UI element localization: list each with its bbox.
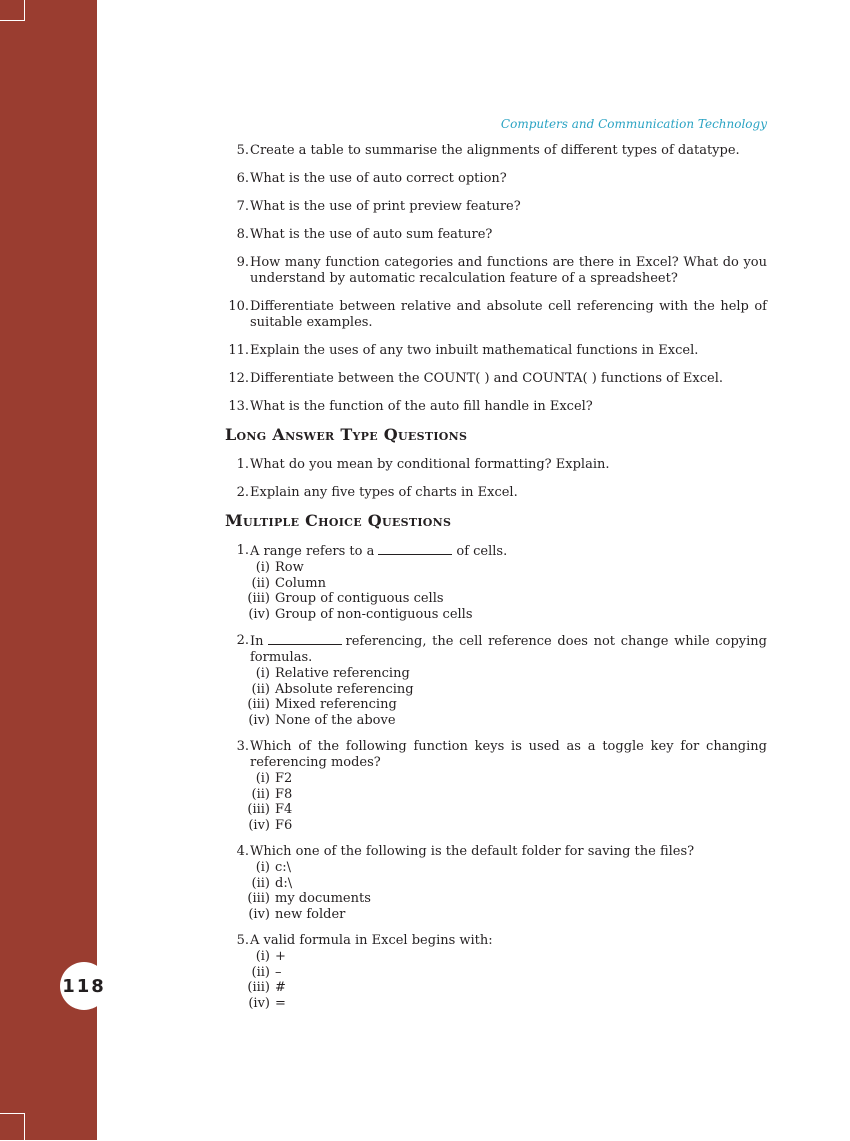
option-label: (iv)	[248, 906, 270, 922]
mcq-question-text	[250, 543, 767, 560]
option-text: Group of contiguous cells	[275, 591, 444, 606]
mcq-option	[225, 907, 767, 923]
fill-in-blank-line	[378, 543, 452, 555]
mcq-option	[225, 996, 767, 1012]
question-number: 1.	[236, 457, 249, 472]
crop-mark-bottom	[0, 1113, 25, 1141]
option-text: Mixed referencing	[275, 697, 397, 712]
mcq-question-text: A valid formula in Excel begins with:	[250, 933, 493, 948]
option-text: d:\	[275, 875, 293, 891]
mcq-option	[225, 771, 767, 787]
mcq-item	[225, 844, 767, 922]
question-text: What is the use of auto correct option?	[250, 171, 507, 186]
mcq-text-before-blank: A range refers to a	[250, 544, 375, 559]
mcq-option	[225, 980, 767, 996]
mcq-stem	[225, 633, 767, 666]
option-label: (ii)	[251, 875, 270, 891]
mcq-text-before-blank: In	[250, 634, 264, 649]
question-number: 12.	[228, 371, 249, 386]
mcq-option	[225, 787, 767, 803]
option-text: =	[275, 995, 286, 1011]
option-text: F2	[275, 771, 293, 786]
option-text: new folder	[275, 906, 346, 922]
question-text: What do you mean by conditional formatting? Explain.	[250, 457, 610, 472]
mcq-stem	[225, 739, 767, 771]
mcq-option	[225, 713, 767, 729]
option-label: (i)	[255, 771, 270, 786]
mcq-number: 1.	[236, 543, 249, 558]
mcq-heading: Multiple Choice Questions	[225, 511, 452, 530]
mcq-option	[225, 891, 767, 907]
question-text: Explain any five types of charts in Excel.	[250, 485, 518, 500]
question-number: 7.	[236, 199, 249, 214]
question-item	[225, 399, 767, 415]
option-text: Column	[275, 575, 327, 591]
option-label: (i)	[255, 949, 270, 964]
mcq-option	[225, 666, 767, 682]
option-text: Group of non-contiguous cells	[275, 606, 473, 622]
option-label: (iv)	[248, 606, 270, 622]
option-label: (i)	[255, 860, 270, 875]
question-item	[225, 143, 767, 159]
mcq-option	[225, 591, 767, 607]
mcq-text-after-blank: referencing, the cell reference does not change while copying formulas.	[250, 634, 767, 665]
option-text: F6	[275, 817, 293, 833]
question-number: 2.	[236, 485, 249, 500]
mcq-option	[225, 560, 767, 576]
option-label: (iv)	[248, 817, 270, 833]
option-text: my documents	[275, 891, 371, 906]
option-text: –	[275, 964, 282, 980]
option-label: (iii)	[247, 591, 270, 606]
running-head: Computers and Communication Technology	[500, 117, 767, 131]
question-text: How many function categories and functions are there in Excel? What do you understand by automatic recalculation feature of a spreadsheet?	[250, 255, 767, 286]
mcq-option	[225, 607, 767, 623]
question-text: Differentiate between the COUNT( ) and COUNTA( ) functions of Excel.	[250, 371, 724, 386]
mcq-number: 2.	[236, 633, 249, 648]
question-item	[225, 371, 767, 387]
mcq-stem	[225, 543, 767, 560]
question-number: 10.	[228, 299, 249, 314]
question-number: 6.	[236, 171, 249, 186]
mcq-stem	[225, 844, 767, 860]
question-text: What is the use of auto sum feature?	[250, 227, 493, 242]
long-answer-list	[225, 457, 767, 501]
long-answer-heading: Long Answer Type Questions	[225, 425, 468, 444]
question-item	[225, 485, 767, 501]
mcq-item	[225, 739, 767, 833]
mcq-number: 4.	[236, 844, 249, 859]
mcq-option	[225, 949, 767, 965]
option-label: (iii)	[247, 802, 270, 817]
fill-in-blank-line	[268, 633, 342, 645]
question-text: Differentiate between relative and absolute cell referencing with the help of suitable examples.	[250, 299, 767, 330]
mcq-list	[225, 543, 767, 1011]
option-label: (ii)	[251, 964, 270, 980]
mcq-number: 3.	[236, 739, 249, 754]
option-label: (iii)	[247, 980, 270, 995]
option-label: (iv)	[248, 712, 270, 728]
mcq-option	[225, 965, 767, 981]
option-text: F4	[275, 802, 293, 817]
option-label: (iii)	[247, 891, 270, 906]
option-text: c:\	[275, 860, 292, 875]
option-text: None of the above	[275, 712, 396, 728]
mcq-item	[225, 633, 767, 728]
mcq-stem	[225, 933, 767, 949]
mcq-question-text	[250, 633, 767, 666]
option-text: Row	[275, 560, 304, 575]
mcq-text-after-blank: of cells.	[456, 544, 508, 559]
option-text: +	[275, 949, 286, 964]
page-number: 118	[60, 962, 108, 1010]
question-number: 13.	[228, 399, 249, 414]
mcq-number: 5.	[236, 933, 249, 948]
option-text: F8	[275, 786, 293, 802]
mcq-item	[225, 543, 767, 622]
option-label: (iv)	[248, 995, 270, 1011]
question-number: 11.	[228, 343, 249, 358]
option-label: (ii)	[251, 681, 270, 697]
mcq-question-text: Which one of the following is the default folder for saving the files?	[250, 844, 695, 859]
mcq-option	[225, 697, 767, 713]
question-item	[225, 171, 767, 187]
option-label: (i)	[255, 666, 270, 681]
question-text: What is the function of the auto fill handle in Excel?	[250, 399, 593, 414]
short-answer-list	[225, 143, 767, 415]
question-text: Explain the uses of any two inbuilt mathematical functions in Excel.	[250, 343, 699, 358]
option-label: (ii)	[251, 786, 270, 802]
mcq-option	[225, 818, 767, 834]
option-label: (ii)	[251, 575, 270, 591]
mcq-option	[225, 682, 767, 698]
option-label: (iii)	[247, 697, 270, 712]
mcq-item	[225, 933, 767, 1011]
mcq-option	[225, 576, 767, 592]
page-content	[225, 143, 767, 1022]
mcq-question-text: Which of the following function keys is used as a toggle key for changing referencing modes?	[250, 739, 767, 770]
question-item	[225, 299, 767, 331]
option-text: Relative referencing	[275, 666, 410, 681]
question-item	[225, 457, 767, 473]
question-number: 9.	[236, 255, 249, 270]
question-number: 8.	[236, 227, 249, 242]
crop-mark-top	[0, 0, 25, 21]
option-text: #	[275, 980, 286, 995]
mcq-option	[225, 860, 767, 876]
question-item	[225, 255, 767, 287]
question-text: Create a table to summarise the alignments of different types of datatype.	[250, 143, 740, 158]
question-number: 5.	[236, 143, 249, 158]
mcq-option	[225, 876, 767, 892]
question-item	[225, 343, 767, 359]
mcq-option	[225, 802, 767, 818]
option-label: (i)	[255, 560, 270, 575]
question-text: What is the use of print preview feature?	[250, 199, 521, 214]
question-item	[225, 199, 767, 215]
option-text: Absolute referencing	[275, 681, 414, 697]
question-item	[225, 227, 767, 243]
